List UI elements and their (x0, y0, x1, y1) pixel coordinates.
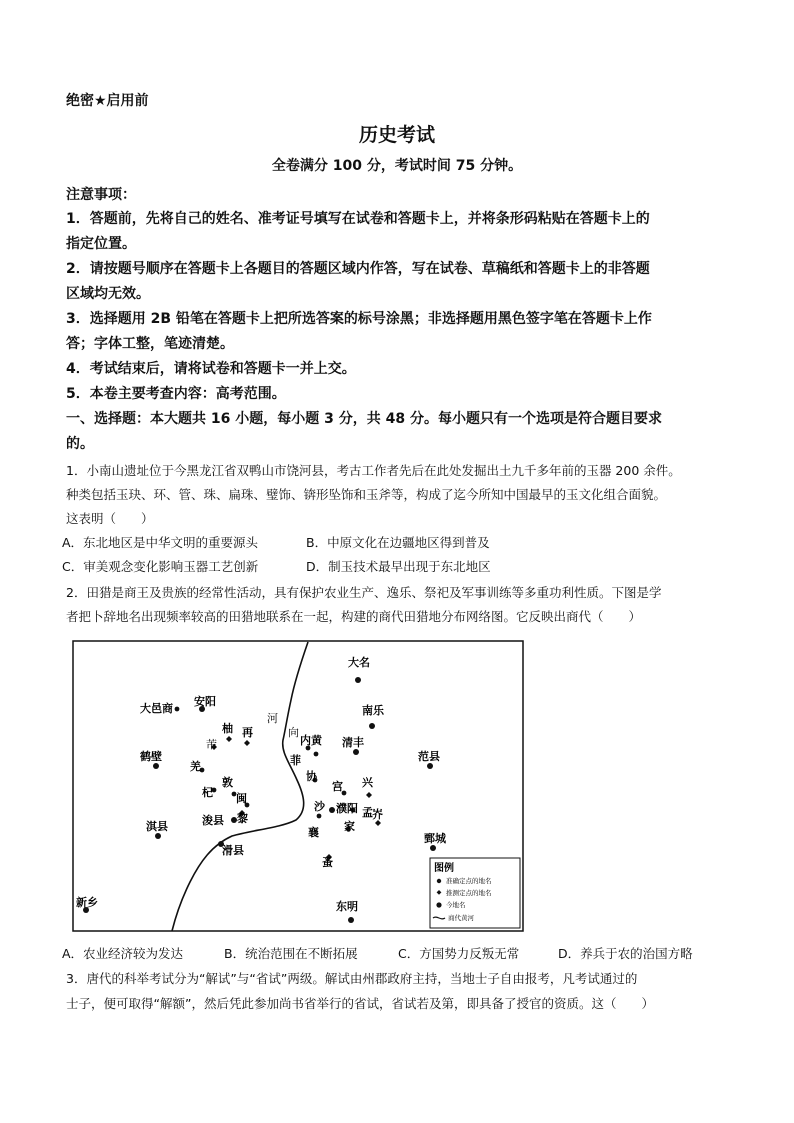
dot-xiang (314, 752, 319, 757)
exam-subtitle: 全卷满分 100 分，考试时间 75 分钟。 (271, 158, 523, 174)
note-line: 指定位置。 (66, 236, 136, 252)
q2-option-b: B．统治范围在不断拓展 (224, 946, 358, 961)
q1-stem: 种类包括玉玦、环、管、珠、扁珠、璧饰、锛形坠饰和玉斧等，构成了迄今所知中国最早的玉文化组合面貌。 (66, 487, 667, 502)
q2-option-a: A．农业经济较为发达 (62, 946, 184, 961)
legend-title: 图例 (434, 863, 454, 874)
note-line: 5．本卷主要考查内容：高考范围。 (66, 386, 286, 402)
label-hebi: 鹤壁 (140, 750, 162, 763)
shang-hunting-map (72, 640, 524, 932)
legend-river: 商代黄河 (448, 914, 474, 922)
label-fanxian: 范县 (418, 750, 440, 763)
label-yu: 蚤 (322, 856, 333, 869)
q1-option-b: B．中原文化在边疆地区得到普及 (306, 535, 490, 550)
q3-stem: 3．唐代的科举考试分为“解试”与“省试”两级。解试由州郡政府主持，当地士子自由报考，凡考试通过的 (66, 971, 638, 986)
dot-dongming (348, 917, 354, 923)
label-nanle: 南乐 (362, 704, 384, 717)
note-line: 4．考试结束后，请将试卷和答题卡一并上交。 (66, 361, 356, 377)
label-xiang: 向 (288, 726, 299, 739)
note-line: 3．选择题用 2B 铅笔在答题卡上把所选答案的标号涂黑；非选择题用黑色签字笔在答题卡上作 (66, 311, 652, 327)
label-qi: 杞 (202, 786, 213, 799)
label-dongming: 东明 (336, 900, 358, 913)
label-dayishang: 大邑商 (140, 702, 173, 715)
dot-qixian (155, 833, 161, 839)
label-gong: 宫 (332, 780, 343, 793)
classification-label: 绝密★启用前 (66, 93, 149, 109)
dot-sha (317, 814, 322, 819)
label-ji: 芾 (206, 738, 217, 751)
legend-exact-symbol (437, 879, 441, 883)
note-line: 1．答题前，先将自己的姓名、准考证号填写在试卷和答题卡上，并将条形码粘贴在答题卡上的 (66, 211, 650, 227)
label-xiang2: 襄 (308, 826, 319, 839)
q2-stem: 2．田猎是商王及贵族的经常性活动，具有保护农业生产、逸乐、祭祀及军事训练等多重功利性质。下图是学 (66, 585, 662, 600)
label-qingfeng: 清丰 (342, 736, 364, 749)
label-junxian: 浚县 (202, 814, 224, 827)
label-xie: 协 (306, 770, 317, 783)
label-zai: 再 (242, 726, 253, 739)
dot-puyang (329, 807, 335, 813)
dot-dayishang (175, 707, 180, 712)
legend-exact: 准确定点的地名 (446, 877, 492, 885)
label-li: 黎 (237, 812, 248, 825)
label-puyang: 濮阳 (336, 802, 358, 815)
q1-stem: 1．小南山遗址位于今黑龙江省双鸭山市饶河县，考古工作者先后在此处发掘出土九千多年前的玉器 200 余件。 (66, 463, 681, 478)
label-dun: 敦 (222, 776, 233, 789)
legend-modern-symbol (436, 902, 441, 907)
dot-nanle (369, 723, 375, 729)
label-juancheng: 鄄城 (424, 832, 446, 845)
notes-heading: 注意事项： (66, 187, 136, 203)
label-huaxian: 滑县 (222, 844, 244, 857)
label-xing: 兴 (362, 776, 373, 789)
label-neihuang: 内黄 (300, 734, 322, 747)
label-jia: 家 (344, 820, 355, 833)
label-he: 河 (267, 712, 278, 725)
label-you: 柚 (222, 722, 233, 735)
label-meng: 孟 (362, 806, 373, 819)
note-line: 答；字体工整，笔迹清楚。 (66, 336, 234, 352)
map-legend (430, 858, 520, 928)
label-mian: 闽 (236, 792, 247, 805)
label-qiang: 羌 (190, 760, 201, 773)
q1-option-c: C．审美观念变化影响玉器工艺创新 (62, 559, 259, 574)
q2-option-c: C．方国势力反叛无常 (398, 946, 520, 961)
legend-guess: 推测定点的地名 (446, 889, 492, 897)
legend-modern: 今地名 (446, 901, 466, 909)
q1-stem: 这表明（ ） (66, 511, 154, 526)
label-xinxiang: 新乡 (76, 896, 98, 909)
q1-option-d: D．制玉技术最早出现于东北地区 (306, 559, 491, 574)
q2-stem: 者把卜辞地名出现频率较高的田猎地联系在一起，构建的商代田猎地分布网络图。它反映出商代（ ） (66, 609, 642, 624)
section-heading-cont: 的。 (66, 436, 94, 452)
exam-title: 历史考试 (358, 124, 435, 146)
dot-juancheng (430, 845, 436, 851)
dot-fanxian (427, 763, 433, 769)
dot-daming (355, 677, 361, 683)
label-qixian: 淇县 (146, 820, 168, 833)
dot-qingfeng (353, 749, 359, 755)
label-xian: 岕 (372, 808, 383, 821)
label-fei: 菲 (290, 754, 301, 767)
dot-hebi (153, 763, 159, 769)
label-daming: 大名 (348, 656, 370, 669)
note-line: 2．请按题号顺序在答题卡上各题目的答题区域内作答，写在试卷、草稿纸和答题卡上的非答题 (66, 261, 650, 277)
q1-option-a: A．东北地区是中华文明的重要源头 (62, 535, 259, 550)
label-anyang: 安阳 (194, 695, 216, 708)
q2-option-d: D．养兵于农的治国方略 (558, 946, 693, 961)
label-sha: 沙 (314, 800, 325, 813)
note-line: 区域均无效。 (66, 286, 150, 302)
q3-stem: 士子，便可取得“解额”，然后凭此参加尚书省举行的省试，省试若及第，即具备了授官的资质。这（ ） (66, 996, 654, 1011)
section-heading: 一、选择题：本大题共 16 小题，每小题 3 分，共 48 分。每小题只有一个选项是符合题目要求 (66, 411, 662, 427)
